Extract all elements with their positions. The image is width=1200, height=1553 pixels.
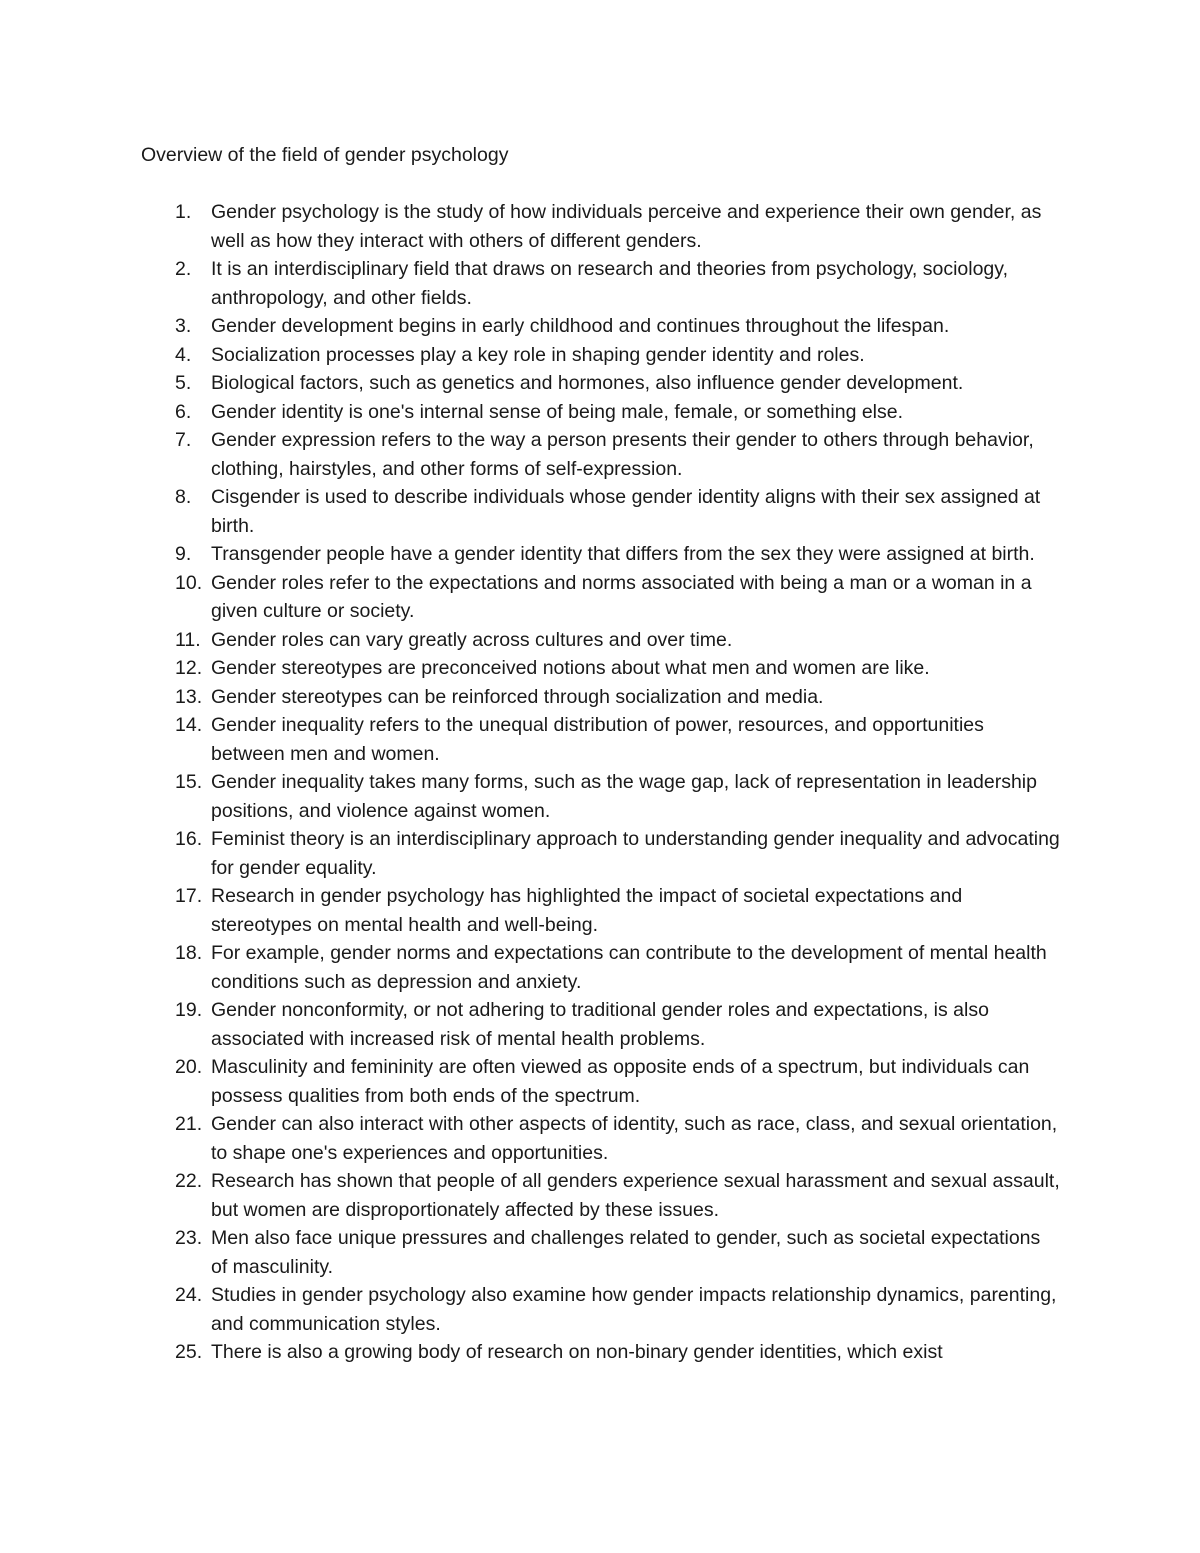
list-item-text: For example, gender norms and expectations can contribute to the development of mental health conditions such as depression and anxiety.	[211, 942, 1047, 993]
list-item-number: 24.	[175, 1284, 203, 1306]
list-item	[141, 1338, 1061, 1367]
list-item	[141, 540, 1061, 569]
list-item-text: Gender identity is one's internal sense of being male, female, or something else.	[211, 400, 904, 423]
list-item	[141, 569, 1061, 626]
list-item-number: 6.	[175, 400, 192, 423]
list-item-text: Gender roles refer to the expectations and norms associated with being a man or a woman in a given culture or society.	[211, 571, 1032, 622]
list-item-number: 7.	[175, 429, 192, 451]
list-item-number: 21.	[175, 1113, 203, 1135]
list-item-number: 13.	[175, 685, 203, 708]
list-item	[141, 341, 1061, 370]
list-item-text: Studies in gender psychology also examine how gender impacts relationship dynamics, parenting, and communication styles.	[211, 1284, 1057, 1335]
list-item-text: Gender inequality refers to the unequal distribution of power, resources, and opportunities between men and women.	[211, 714, 984, 765]
document-title: Overview of the field of gender psychology	[141, 144, 509, 166]
list-item	[141, 1167, 1061, 1224]
list-item-number: 25.	[175, 1341, 203, 1363]
list-item-text: Research has shown that people of all genders experience sexual harassment and sexual assault, but women are disproportionately affected by these issues.	[211, 1170, 1060, 1221]
list-item-text: Gender stereotypes can be reinforced through socialization and media.	[211, 685, 824, 708]
list-item	[141, 1053, 1061, 1110]
list-item	[141, 1224, 1061, 1281]
list-item-text: Feminist theory is an interdisciplinary approach to understanding gender inequality and advocating for gender equality.	[211, 828, 1060, 879]
numbered-list	[141, 198, 1061, 1367]
list-item-number: 16.	[175, 828, 203, 850]
list-item-number: 15.	[175, 771, 203, 793]
list-item	[141, 996, 1061, 1053]
list-item	[141, 1281, 1061, 1338]
list-item-text: There is also a growing body of research on non-binary gender identities, which exist	[211, 1341, 943, 1363]
list-item	[141, 683, 1061, 712]
list-item-number: 14.	[175, 714, 203, 736]
list-item-number: 10.	[175, 571, 203, 594]
list-item-text: Gender expression refers to the way a person presents their gender to others through behavior, clothing, hairstyles, and other forms of self-expression.	[211, 429, 1034, 480]
list-item-number: 17.	[175, 885, 203, 907]
list-item	[141, 711, 1061, 768]
list-item-number: 8.	[175, 486, 192, 508]
list-item-number: 3.	[175, 315, 192, 337]
list-item-number: 20.	[175, 1056, 203, 1078]
list-item	[141, 825, 1061, 882]
list-item-number: 1.	[175, 201, 192, 223]
list-item-text: Gender development begins in early childhood and continues throughout the lifespan.	[211, 315, 950, 337]
list-item	[141, 398, 1061, 427]
list-item	[141, 198, 1061, 255]
list-item-number: 12.	[175, 657, 203, 679]
list-item	[141, 483, 1061, 540]
list-item-text: Biological factors, such as genetics and hormones, also influence gender development.	[211, 372, 964, 394]
list-item	[141, 369, 1061, 398]
list-item-text: Gender inequality takes many forms, such as the wage gap, lack of representation in leadership positions, and violence against women.	[211, 771, 1037, 822]
list-item-number: 18.	[175, 942, 203, 964]
list-item-text: Gender roles can vary greatly across cultures and over time.	[211, 628, 733, 651]
list-item-text: Gender stereotypes are preconceived notions about what men and women are like.	[211, 657, 930, 679]
list-item-text: Gender psychology is the study of how individuals perceive and experience their own gender, as well as how they interact with others of different genders.	[211, 201, 1042, 252]
list-item-text: Gender nonconformity, or not adhering to traditional gender roles and expectations, is also associated with increased risk of mental health problems.	[211, 999, 989, 1050]
list-item-number: 9.	[175, 543, 192, 565]
list-item	[141, 1110, 1061, 1167]
list-item-text: Masculinity and femininity are often viewed as opposite ends of a spectrum, but individuals can possess qualities from both ends of the spectrum.	[211, 1056, 1030, 1107]
list-item-number: 22.	[175, 1170, 203, 1192]
list-item-text: It is an interdisciplinary field that draws on research and theories from psychology, sociology, anthropology, and other fields.	[211, 258, 1008, 309]
list-item-text: Gender can also interact with other aspects of identity, such as race, class, and sexual orientation, to shape one's experiences and opportunities.	[211, 1113, 1058, 1164]
list-item-text: Transgender people have a gender identity that differs from the sex they were assigned at birth.	[211, 543, 1035, 565]
list-item	[141, 939, 1061, 996]
list-item-number: 4.	[175, 343, 192, 366]
list-item-text: Socialization processes play a key role in shaping gender identity and roles.	[211, 343, 865, 366]
list-item-text: Research in gender psychology has highlighted the impact of societal expectations and stereotypes on mental health and well-being.	[211, 885, 963, 936]
list-item	[141, 312, 1061, 341]
list-item-text: Men also face unique pressures and challenges related to gender, such as societal expectations of masculinity.	[211, 1227, 1041, 1278]
list-item-number: 5.	[175, 372, 192, 394]
list-item	[141, 882, 1061, 939]
list-item	[141, 768, 1061, 825]
list-item-number: 2.	[175, 258, 192, 280]
list-item	[141, 654, 1061, 683]
list-item-text: Cisgender is used to describe individuals whose gender identity aligns with their sex assigned at birth.	[211, 486, 1041, 537]
list-item-number: 11.	[175, 628, 201, 651]
list-item	[141, 626, 1061, 655]
list-item	[141, 255, 1061, 312]
list-item	[141, 426, 1061, 483]
list-item-number: 19.	[175, 999, 203, 1021]
list-item-number: 23.	[175, 1227, 203, 1249]
